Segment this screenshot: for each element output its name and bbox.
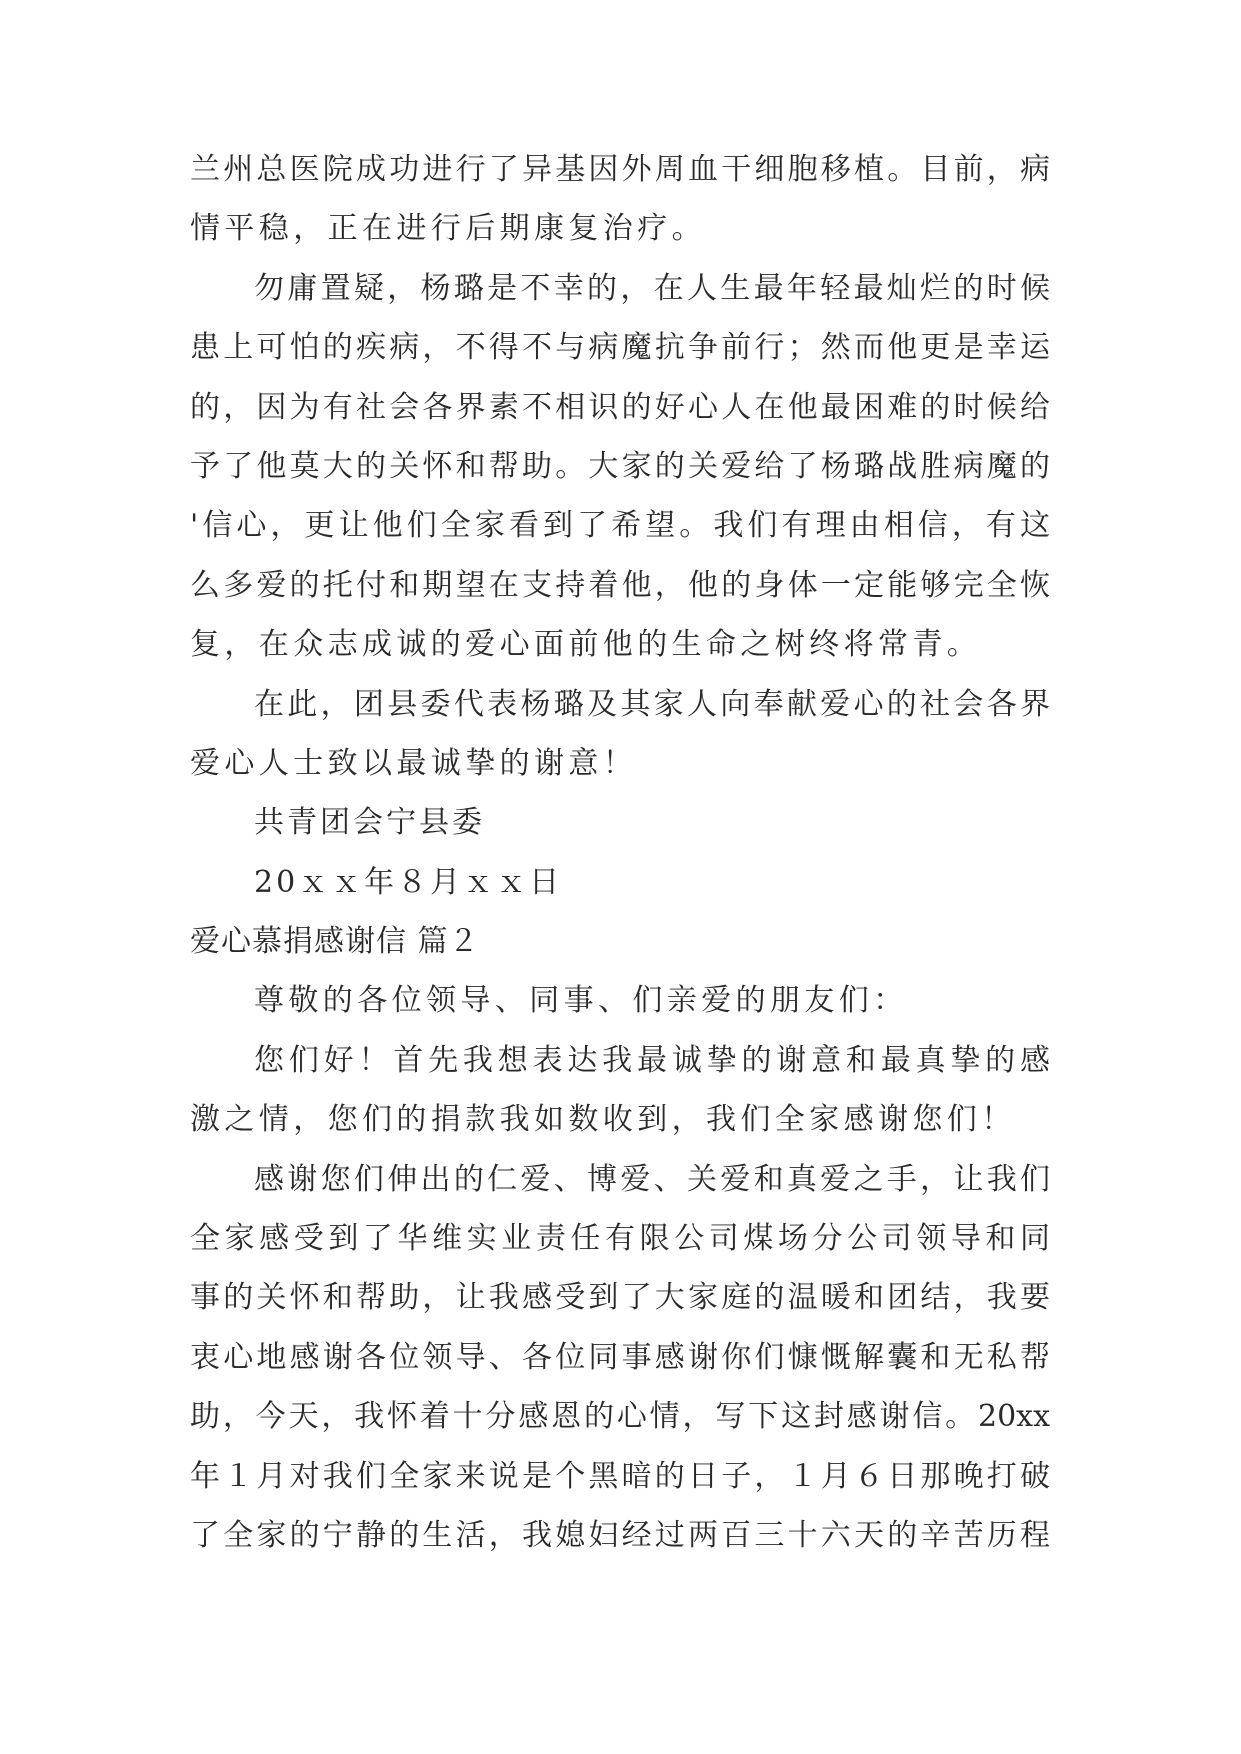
text-line: 激之情，您们的捐款我如数收到，我们全家感谢您们！: [190, 1102, 1016, 1138]
paragraph-start-line: 在此，团县委代表杨璐及其家人向奉献爱心的社会各界: [254, 686, 1050, 722]
text-line: 全家感受到了华维实业责任有限公司煤场分公司领导和同: [190, 1221, 1050, 1257]
document-body: [190, 140, 1050, 1565]
section-title: 爱心慕捐感谢信 篇２: [190, 924, 480, 960]
text-line: 事的关怀和帮助，让我感受到了大家庭的温暖和团结，我要: [190, 1280, 1050, 1316]
text-line: 情平稳，正在进行后期康复治疗。: [190, 211, 706, 247]
text-line: 年１月对我们全家来说是个黑暗的日子，１月６日那晚打破: [190, 1458, 1050, 1494]
paragraph-start-line: 您们好！首先我想表达我最诚挚的谢意和最真挚的感: [254, 1042, 1050, 1078]
text-line: 的，因为有社会各界素不相识的好心人在他最困难的时候给: [190, 389, 1050, 425]
text-line: 助，今天，我怀着十分感恩的心情，写下这封感谢信。20xx: [190, 1399, 1050, 1435]
text-line: 么多爱的托付和期望在支持着他，他的身体一定能够完全恢: [190, 567, 1050, 603]
text-line: 兰州总医院成功进行了异基因外周血干细胞移植。目前，病: [190, 152, 1050, 187]
text-line: 爱心人士致以最诚挚的谢意！: [190, 745, 638, 781]
signature-organization: 共青团会宁县委: [254, 805, 485, 841]
text-line: 了全家的宁静的生活，我媳妇经过两百三十六天的辛苦历程: [190, 1517, 1050, 1553]
salutation-line: 尊敬的各位领导、同事、们亲爱的朋友们：: [254, 983, 908, 1019]
paragraph-start-line: 勿庸置疑，杨璐是不幸的，在人生最年轻最灿烂的时候: [254, 270, 1050, 306]
text-line: '信心，更让他们全家看到了希望。我们有理由相信，有这: [190, 508, 1050, 544]
text-line: 复，在众志成诚的爱心面前他的生命之树终将常青。: [190, 627, 982, 663]
text-line: 衷心地感谢各位领导、各位同事感谢你们慷慨解囊和无私帮: [190, 1339, 1050, 1375]
paragraph-start-line: 感谢您们伸出的仁爱、博爱、关爱和真爱之手，让我们: [254, 1161, 1050, 1197]
text-line: 予了他莫大的关怀和帮助。大家的关爱给了杨璐战胜病魔的: [190, 448, 1050, 484]
signature-date: 20ｘｘ年８月ｘｘ日: [254, 864, 563, 900]
text-line: 患上可怕的疾病，不得不与病魔抗争前行；然而他更是幸运: [190, 330, 1050, 366]
